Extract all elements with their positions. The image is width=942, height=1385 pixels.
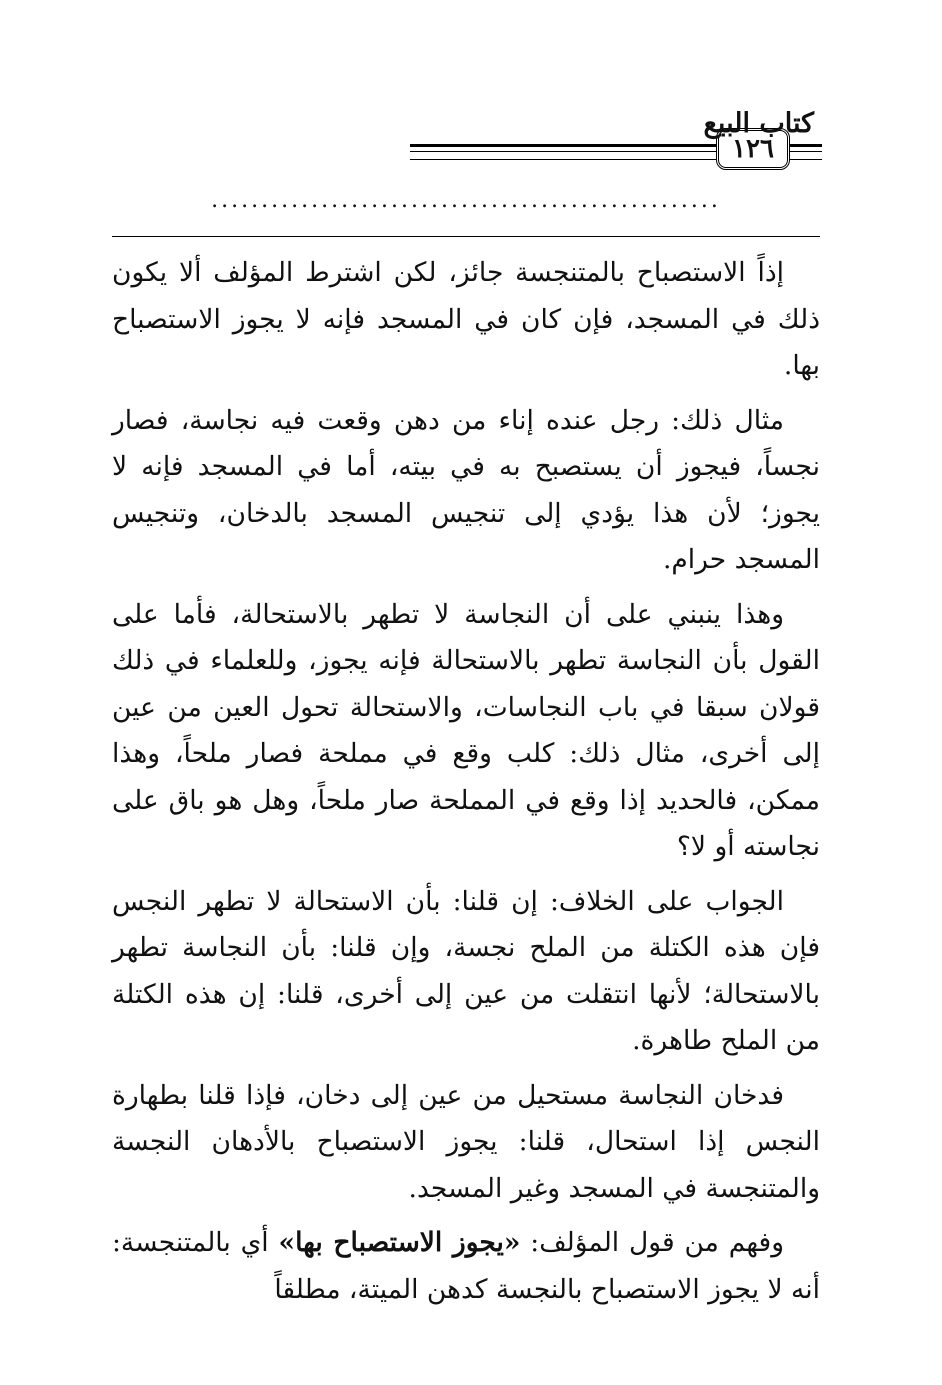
- paragraph: إذاً الاستصباح بالمتنجسة جائز، لكن اشترط المؤلف ألا يكون ذلك في المسجد، فإن كان في المسجد فإنه لا يجوز الاستصباح بها.: [112, 257, 820, 381]
- body-text: [112, 250, 820, 1321]
- page-header: [110, 108, 822, 164]
- paragraph-text: وفهم من قول المؤلف:: [520, 1227, 785, 1258]
- paragraph: فدخان النجاسة مستحيل من عين إلى دخان، فإذا قلنا بطهارة النجس إذا استحال، قلنا: يجوز الاستصباح بالأدهان النجسة والمتنجسة في المسجد وغير المسجد.: [112, 1079, 820, 1204]
- dotted-separator: ...................................................: [211, 188, 721, 213]
- book-title: كتاب البيع: [703, 108, 814, 139]
- paragraph: مثال ذلك: رجل عنده إناء من دهن وقعت فيه نجاسة، فصار نجساً، فيجوز أن يستصبح به في بيته، أما في المسجد فإنه لا يجوز؛ لأن هذا يؤدي إلى تنجيس المسجد بالدخان، وتنجيس المسجد حرام.: [112, 404, 820, 575]
- paragraph-text: أي بالمتنجسة: أنه لا يجوز الاستصباح بالنجسة كدهن الميتة، مطلقاً: [112, 1227, 820, 1305]
- paragraph: [112, 1220, 820, 1313]
- paragraph: وهذا ينبني على أن النجاسة لا تطهر بالاستحالة، فأما على القول بأن النجاسة تطهر بالاستحالة فإنه يجوز، وللعلماء في ذلك قولان سبقا في باب النجاسات، والاستحالة تحول العين من عين إلى أخرى، مثال ذلك: كلب وقع في مملحة فصار ملحاً، وهذا ممكن، فالحديد إذا وقع في المملحة صار ملحاً، وهل هو باق على نجاسته أو لا؟: [112, 598, 820, 862]
- header-divider: [112, 236, 820, 237]
- page-number: ١٢٦: [716, 128, 790, 170]
- header-rule-left: [786, 144, 822, 160]
- paragraph: الجواب على الخلاف: إن قلنا: بأن الاستحالة لا تطهر النجس فإن هذه الكتلة من الملح نجسة، وإن قلنا: بأن النجاسة تطهر بالاستحالة؛ لأنها انتقلت من عين إلى أخرى، قلنا: إن هذه الكتلة من الملح طاهرة.: [112, 885, 820, 1056]
- quoted-text: «يجوز الاستصباح بها»: [278, 1227, 521, 1258]
